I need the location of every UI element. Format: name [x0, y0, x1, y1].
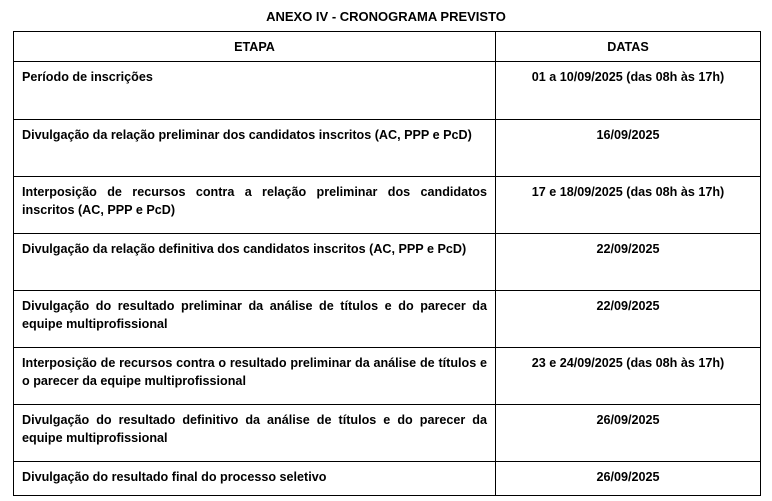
table-row: [14, 120, 761, 177]
datas-cell: 01 a 10/09/2025 (das 08h às 17h): [496, 62, 761, 120]
datas-cell: 17 e 18/09/2025 (das 08h às 17h): [496, 177, 761, 234]
table-row: [14, 62, 761, 120]
table-row: [14, 462, 761, 496]
table-row: [14, 348, 761, 405]
etapa-cell: Divulgação do resultado definitivo da análise de títulos e do parecer da equipe multiprofissional: [14, 405, 496, 462]
datas-cell: 23 e 24/09/2025 (das 08h às 17h): [496, 348, 761, 405]
etapa-cell: Divulgação do resultado preliminar da análise de títulos e do parecer da equipe multiprofissional: [14, 291, 496, 348]
column-header-etapa: ETAPA: [14, 32, 496, 62]
etapa-cell: Divulgação do resultado final do processo seletivo: [14, 462, 496, 496]
etapa-cell: Divulgação da relação definitiva dos candidatos inscritos (AC, PPP e PcD): [14, 234, 496, 291]
etapa-cell: Interposição de recursos contra o resultado preliminar da análise de títulos e o parecer da equipe multiprofissional: [14, 348, 496, 405]
table-row: [14, 405, 761, 462]
table-row: [14, 234, 761, 291]
datas-cell: 26/09/2025: [496, 462, 761, 496]
datas-cell: 16/09/2025: [496, 120, 761, 177]
table-row: [14, 291, 761, 348]
document-title: ANEXO IV - CRONOGRAMA PREVISTO: [266, 9, 506, 24]
table-row: [14, 177, 761, 234]
column-header-datas: DATAS: [496, 32, 761, 62]
datas-cell: 22/09/2025: [496, 291, 761, 348]
etapa-cell: Período de inscrições: [14, 62, 496, 120]
table-header-row: [14, 32, 761, 62]
datas-cell: 22/09/2025: [496, 234, 761, 291]
datas-cell: 26/09/2025: [496, 405, 761, 462]
etapa-cell: Interposição de recursos contra a relação preliminar dos candidatos inscritos (AC, PPP e PcD): [14, 177, 496, 234]
etapa-cell: Divulgação da relação preliminar dos candidatos inscritos (AC, PPP e PcD): [14, 120, 496, 177]
schedule-table: [13, 31, 761, 496]
